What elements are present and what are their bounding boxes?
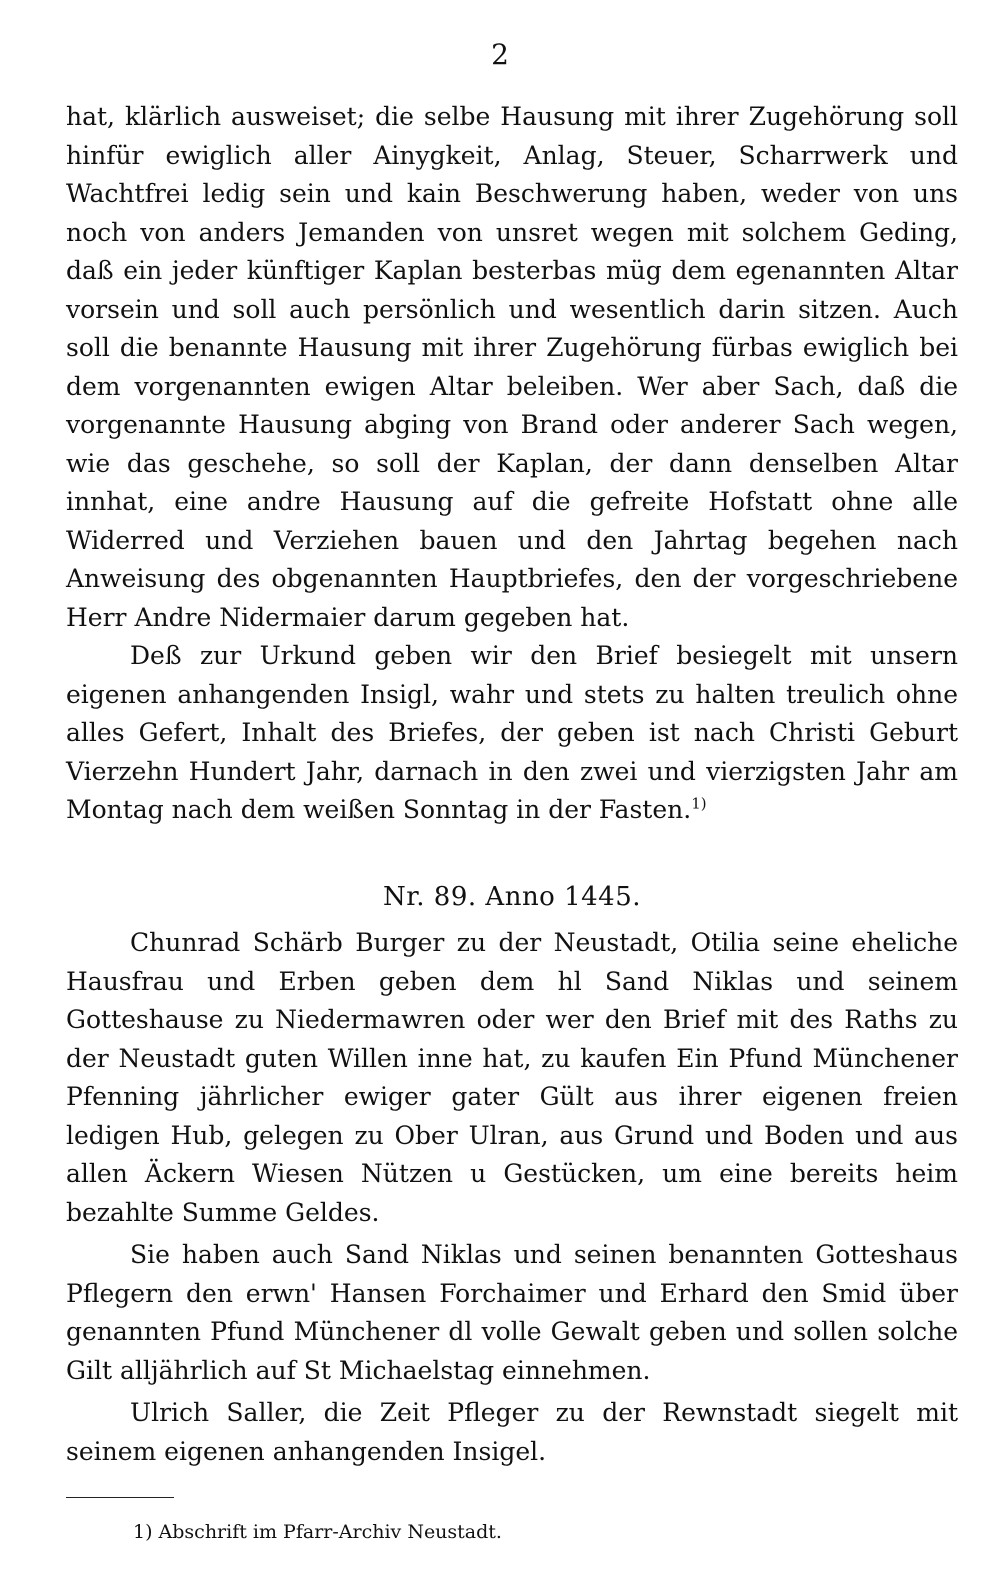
record-paragraph-2: Sie haben auch Sand Niklas und seinen benannten Gotteshaus Pflegern den erwn' Hansen Forchaimer und Erhard den Smid über genannten Pfund Münchener dl volle Gewalt geben und sollen solche Gilt alljährlich auf St Michaelstag einnehmen. xyxy=(66,1240,958,1385)
record-paragraph-1: Chunrad Schärb Burger zu der Neustadt, Otilia seine eheliche Hausfrau und Erben geben dem hl Sand Niklas und seinem Gotteshause zu Niedermawren oder wer den Brief mit des Raths zu der Neustadt guten Willen inne hat, zu kaufen Ein Pfund Münchener Pfenning jährlicher ewiger gater Gült aus ihrer eigenen freien ledigen Hub, gelegen zu Ober Ulran, aus Grund und Boden und aus allen Äckern Wiesen Nützen u Gestücken, um eine bereits heim bezahlte Summe Geldes. xyxy=(66,928,958,1227)
footnote-reference: 1) xyxy=(691,794,707,813)
paragraph-continued xyxy=(66,98,958,637)
main-text xyxy=(66,98,958,830)
record-paragraph-3: Ulrich Saller, die Zeit Pfleger zu der Rewnstadt siegelt mit seinem eigenen anhangenden Insigel. xyxy=(66,1398,958,1466)
footnote: 1) Abschrift im Pfarr-Archiv Neustadt. xyxy=(133,1521,502,1543)
page-number: 2 xyxy=(491,38,509,71)
record-heading: Nr. 89. Anno 1445. xyxy=(382,882,642,912)
record-section xyxy=(66,878,958,1471)
paragraph-continued-text: hat, klärlich ausweiset; die selbe Hausung mit ihrer Zugehörung soll hinfür ewiglich aller Ainygkeit, Anlag, Steuer, Scharrwerk und Wachtfrei ledig sein und kain Beschwerung haben, weder von uns noch von anders Jemanden von unsret wegen mit solchem Geding, daß ein jeder künftiger Kaplan besterbas müg dem egenannten Altar vorsein und soll auch persönlich und wesentlich darin sitzen. Auch soll die benannte Hausung mit ihrer Zugehörung fürbas ewiglich bei dem vorgenannten ewigen Altar beleiben. Wer aber Sach, daß die vorgenannte Hausung abging von Brand oder anderer Sach wegen, wie das geschehe, so soll der Kaplan, der dann denselben Altar innhat, eine andre Hausung auf die gefreite Hofstatt ohne alle Widerred und Verziehen bauen und den Jahrtag begehen nach Anweisung des obgenannten Hauptbriefes, den der vorgeschriebene Herr Andre Nidermaier darum gegeben hat. xyxy=(66,102,958,632)
footnote-divider xyxy=(66,1497,174,1498)
paragraph-attestation-text: Deß zur Urkund geben wir den Brief besiegelt mit unsern eigenen anhangenden Insigl, wahr und stets zu halten treulich ohne alles Gefert, Inhalt des Briefes, der geben ist nach Christi Geburt Vierzehn Hundert Jahr, darnach in den zwei und vierzigsten Jahr am Montag nach dem weißen Sonntag in der Fasten. xyxy=(66,641,958,824)
paragraph-attestation xyxy=(66,637,958,830)
